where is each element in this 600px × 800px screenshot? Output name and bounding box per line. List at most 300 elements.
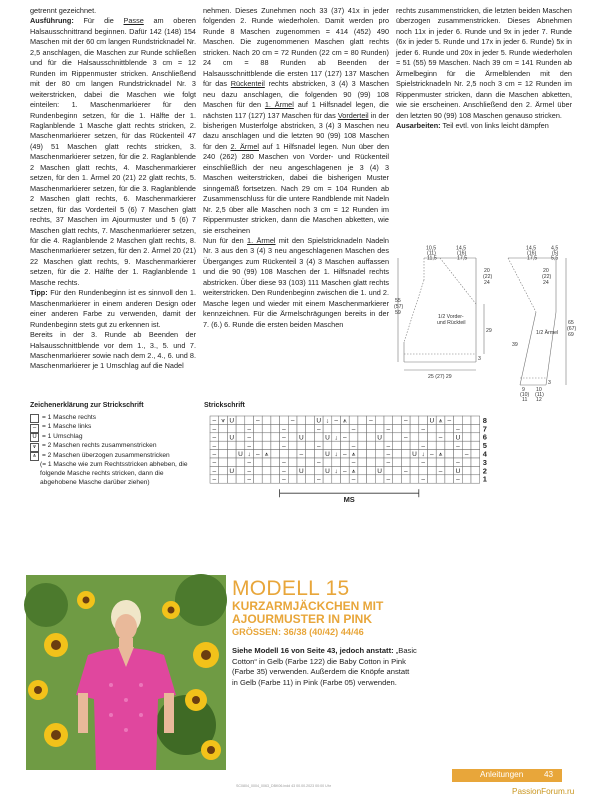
paragraph: getrennt gezeichnet.: [30, 6, 97, 15]
body-side-1: 20: [484, 268, 490, 274]
chart-symbol: ⩚: [264, 451, 269, 459]
chart-cell: [401, 450, 410, 458]
chart-symbol: –: [343, 434, 347, 442]
chart-cell: [471, 450, 480, 458]
chart-cell: [462, 466, 471, 474]
chart-cell: [341, 441, 350, 449]
text-run: in der bisherigen Musterfolge abstricken, 3 (4) 3 Maschen neu dazu anschlagen und die letzten 90 (99) 108 Maschen für den: [203, 110, 389, 151]
chart-cell: [471, 416, 480, 424]
text-run: nehmen. Dieses Zunehmen noch 33 (37) 41x in jeder folgenden 2. Runde wiederholen. Damit werden pro Runde 8 Maschen zugenommen = 414 (452) 490 Maschen. Die zugenommenen Maschen glatt rechts stricken. Nach 20 cm = 72 Runden (22 cm = 80 Runden) 24 cm = 88 Runden ab Beenden der Halsausschnittblende die ersten 117 (127) 137 Maschen für das: [203, 6, 389, 89]
chart-cell: [471, 475, 480, 483]
chart-symbol: –: [290, 417, 295, 425]
chart-cell: [445, 450, 454, 458]
legend-text: = 2 Maschen rechts zusammenstricken: [42, 442, 157, 450]
paragraph: [203, 236, 389, 330]
chart-cell: [462, 416, 471, 424]
chart-cell: [428, 441, 437, 449]
body-small: 3: [478, 356, 481, 362]
purl-symbol-icon: –: [30, 424, 39, 433]
chart-cell: [419, 466, 428, 474]
chart-cell: [219, 424, 228, 432]
chart-cell: [236, 475, 245, 483]
chart-cell: [428, 433, 437, 441]
sleeve-mid: 39: [512, 342, 518, 348]
chart-cell: [384, 433, 393, 441]
chart-cell: [332, 458, 341, 466]
body-label-2: und Rückteil: [437, 320, 466, 326]
chart-symbol: –: [282, 426, 286, 433]
underlined-term: 1. Ärmel: [264, 100, 294, 110]
chart-cell: [262, 466, 271, 474]
chart-cell: [323, 475, 332, 483]
chart-cell: [280, 416, 289, 424]
chart-symbol: U: [455, 434, 461, 442]
chart-symbol: –: [212, 468, 217, 475]
chart-symbol: –: [212, 442, 217, 450]
sleeve-top-right-3: 5,5: [551, 255, 559, 262]
text-run: Teil evtl. von links leicht dämpfen: [440, 120, 549, 130]
chart-cell: [288, 433, 297, 441]
chart-symbol: –: [334, 417, 338, 425]
chart-cell: [271, 433, 280, 441]
chart-cell: [358, 466, 367, 474]
chart-symbol: ↓: [334, 434, 338, 442]
body-top-left-1: 10,5: [426, 245, 437, 252]
chart-symbol: ↓: [334, 451, 338, 459]
chart-cell: [262, 441, 271, 449]
chart-cell: [314, 466, 323, 474]
chart-cell: [306, 475, 315, 483]
chart-cell: [341, 475, 350, 483]
chart-cell: [410, 416, 419, 424]
body-top-right-2: (16): [457, 250, 467, 257]
chart-symbol: –: [212, 459, 217, 467]
chart-cell: [445, 433, 454, 441]
chart-cell: [445, 424, 454, 432]
chart-symbol: –: [247, 426, 251, 433]
legend-text: = 1 Masche links: [42, 423, 92, 431]
paragraph: [203, 6, 389, 236]
chart-cell: [471, 458, 480, 466]
chart-cell: [332, 424, 341, 432]
chart-symbol: U: [325, 451, 330, 459]
body-height-3: 59: [395, 310, 401, 316]
chart-symbol: –: [282, 476, 286, 484]
chart-cell: [367, 450, 376, 458]
chart-cell: [410, 441, 419, 449]
chart-cell: [384, 416, 393, 424]
chart-symbol: –: [316, 459, 321, 467]
sleeve-side-2: (22): [542, 274, 552, 280]
chart-symbol: –: [247, 476, 251, 484]
chart-symbol: –: [456, 426, 460, 433]
chart-cell: [288, 475, 297, 483]
sleeve-top-left-1: 14,5: [526, 245, 537, 252]
chart-cell: [219, 458, 228, 466]
chart-cell: [332, 475, 341, 483]
chart-symbol: U: [229, 468, 235, 475]
chart-cell: [306, 424, 315, 432]
chart-cell: [428, 424, 437, 432]
chart-cell: [428, 458, 437, 466]
chart-cell: [219, 475, 228, 483]
knitting-chart: [204, 402, 494, 572]
page-number: 43: [544, 770, 554, 779]
chart-symbol: –: [212, 451, 217, 459]
chart-cell: [419, 416, 428, 424]
chart-symbol: –: [386, 442, 391, 450]
chart-cell: [462, 458, 471, 466]
chart-cell: [323, 424, 332, 432]
chart-symbol: –: [421, 426, 425, 433]
chart-cell: [436, 458, 445, 466]
chart-cell: [462, 433, 471, 441]
chart-cell: [384, 466, 393, 474]
chart-symbol: –: [421, 476, 425, 484]
chart-cell: [410, 475, 419, 483]
chart-cell: [314, 450, 323, 458]
chart-cell: [358, 475, 367, 483]
chart-cell: [271, 424, 280, 432]
k2tog-symbol-icon: ⩛: [30, 443, 39, 452]
chart-cell: [454, 416, 463, 424]
chart-cell: [410, 433, 419, 441]
chart-cell: [236, 466, 245, 474]
lead-label: Ausführung:: [30, 16, 74, 26]
yarn-over-symbol-icon: U: [30, 433, 39, 442]
chart-cell: [254, 475, 263, 483]
chart-symbol: U: [229, 417, 235, 425]
chart-cell: [445, 441, 454, 449]
chart-symbol: –: [351, 442, 356, 450]
sleeve-bottom-right-1: 10: [536, 387, 542, 393]
instruction-column-2: [203, 6, 389, 330]
chart-symbol: U: [298, 468, 304, 475]
chart-cell: [375, 475, 384, 483]
chart-symbol: –: [456, 476, 460, 484]
chart-symbol: ↓: [325, 417, 330, 425]
sleeve-label: 1/2 Ärmel: [536, 330, 559, 336]
section-label: Anleitungen: [480, 770, 524, 779]
paragraph: rechts zusammenstricken, die letzten beiden Maschen überzogen zusammenstricken. Dieses Abnehmen noch 11x in jeder 6. Runde und 9x in jeder 7. Runde (6x in jeder 5. Runde und 17x in jeder 6. Runde) 5x in jeder 6. Runde und 20x in jeder 5. Runde wiederholen = 51 (55) 59 Maschen. Nach 39 cm = 141 Runden ab Ärmelbeginn für die Ärmelblenden mit den Spielstricknadeln Nr. 2,5 noch 3 cm = 12 Runden im Rippenmuster stricken, dann die Maschen abketten, wie sie erscheinen. Anschließend den 2. Ärmel über den letzten 90 (99) 108 Maschen genauso stricken.: [396, 6, 572, 120]
chart-cell: [454, 450, 463, 458]
chart-symbol: ↓: [421, 451, 425, 459]
chart-row-label: 7: [482, 424, 487, 434]
chart-cell: [471, 466, 480, 474]
chart-cell: [358, 433, 367, 441]
skp-symbol-icon: ⩚: [30, 452, 39, 461]
chart-cell: [367, 475, 376, 483]
legend-text: = 2 Maschen überzogen zusammenstricken: [42, 451, 170, 459]
chart-cell: [306, 466, 315, 474]
chart-cell: [341, 458, 350, 466]
chart-cell: [306, 450, 315, 458]
size-schematic: [394, 245, 577, 403]
chart-cell: [410, 466, 419, 474]
chart-symbol: U: [429, 417, 435, 425]
sleeve-top-left-3: 17,5: [527, 255, 538, 262]
chart-cell: [393, 475, 402, 483]
body-height-1: 55: [395, 298, 401, 304]
chart-symbol: –: [282, 459, 286, 467]
chart-cell: [236, 424, 245, 432]
chart-symbol: –: [447, 417, 452, 425]
chart-symbol: –: [403, 468, 408, 475]
photo-illustration: [26, 575, 226, 770]
chart-cell: [375, 416, 384, 424]
chart-cell: [271, 450, 280, 458]
chart-cell: [271, 466, 280, 474]
body-top-left-3: 11,5: [427, 255, 437, 262]
chart-symbol: –: [212, 417, 217, 425]
chart-cell: [462, 424, 471, 432]
body-side-3: 24: [484, 280, 490, 286]
chart-cell: [341, 424, 350, 432]
chart-cell: [358, 458, 367, 466]
chart-cell: [227, 450, 236, 458]
chart-cell: [236, 458, 245, 466]
chart-cell: [262, 424, 271, 432]
text-run: auf 1 Hilfsnadel legen, die nächsten 117 (127) 137 Maschen für das: [203, 100, 389, 120]
chart-symbol: –: [386, 451, 391, 459]
page-footer: [0, 768, 600, 782]
chart-cell: [245, 416, 254, 424]
chart-cell: [358, 450, 367, 458]
chart-symbol: –: [282, 442, 286, 450]
chart-symbol: –: [421, 459, 425, 467]
chart-cell: [271, 458, 280, 466]
model-sizes: GRÖSSEN: 36/38 (40/42) 44/46: [232, 627, 364, 637]
chart-cell: [227, 475, 236, 483]
chart-row-label: 2: [482, 466, 487, 476]
chart-symbol: –: [369, 417, 373, 425]
chart-cell: [288, 450, 297, 458]
chart-symbol: ⩚: [438, 451, 443, 459]
chart-symbol: U: [229, 434, 235, 442]
chart-symbol: U: [455, 468, 461, 475]
body-height-2: (57): [394, 304, 404, 310]
chart-cell: [288, 441, 297, 449]
legend-item: [30, 433, 200, 443]
body-width: 25 (27) 29: [428, 374, 452, 380]
lead-label: Ausarbeiten:: [396, 120, 441, 130]
chart-cell: [462, 475, 471, 483]
legend-item: [30, 442, 200, 452]
underlined-term: Vorderteil: [337, 110, 369, 120]
chart-cell: [227, 458, 236, 466]
chart-cell: [271, 416, 280, 424]
chart-row-label: 8: [482, 415, 487, 425]
underlined-term: 1. Ärmel: [247, 235, 276, 245]
chart-cell: [236, 416, 245, 424]
chart-cell: [306, 441, 315, 449]
sleeve-height-2: (67): [567, 326, 577, 332]
sleeve-bottom-right-3: 12: [536, 397, 542, 403]
chart-symbol: ↓: [247, 451, 251, 459]
paragraph: [30, 16, 196, 288]
underlined-term: Rückenteil: [230, 79, 265, 89]
body-side-2: (22): [483, 274, 493, 280]
paragraph: [396, 121, 572, 131]
chart-symbol: –: [456, 459, 460, 467]
chart-symbol: –: [299, 451, 304, 459]
chart-cell: [297, 458, 306, 466]
chart-symbol: –: [247, 442, 251, 450]
chart-cell: [436, 424, 445, 432]
chart-cell: [410, 424, 419, 432]
sleeve-side-1: 20: [543, 268, 549, 274]
chart-cell: [445, 458, 454, 466]
model-subtitle: KURZARMJÄCKCHEN MIT: [232, 599, 384, 613]
chart-symbol: –: [247, 468, 251, 475]
model-photo: [26, 575, 226, 770]
chart-cell: [393, 433, 402, 441]
chart-cell: [323, 441, 332, 449]
chart-symbol: –: [403, 434, 408, 442]
chart-cell: [393, 450, 402, 458]
chart-cell: [236, 441, 245, 449]
chart-cell: [219, 466, 228, 474]
chart-symbol: –: [386, 459, 391, 467]
body-labels: [394, 246, 492, 381]
chart-cell: [297, 424, 306, 432]
chart-cell: [271, 475, 280, 483]
chart-cell: [288, 458, 297, 466]
chart-symbol: –: [247, 434, 251, 442]
sleeve-top-left-2: (16): [527, 250, 537, 257]
sleeve-small: 3: [548, 380, 551, 386]
chart-symbol: –: [456, 442, 460, 450]
watermark: PassionForum.ru: [512, 787, 575, 796]
knit-symbol-icon: [30, 414, 39, 423]
reference-body: „Basic Cotton“ in Gelb (Farbe 122) die Baby Cotton in Pink (Farbe 35) verwenden. Außerdem die Knöpfe anstatt in Gelb (Farbe 11) in Pink (Farbe 05) verwenden.: [232, 646, 417, 687]
text-run: auf 1 Hilfsnadel legen. Nun über den 240 (262) 280 Maschen von Vorder- und Rückenteil einschließlich der neu angeschlagenen je 3 (4) 3 Maschen weiterstricken, dabei die bisherigen Muster sinngemäß fortsetzen. Nach 29 cm = 104 Runden ab Zusammenschluss für die untere Randblende mit Nadeln Nr. 2,5 über alle Maschen noch 3 cm = 12 Runden im Rippenmuster stricken, dann die Maschen abketten, wie sie erscheinen: [203, 141, 389, 235]
chart-cell: [471, 441, 480, 449]
chart-cell: [262, 416, 271, 424]
chart-cell: [358, 441, 367, 449]
sleeve-top-right-2: (5): [552, 250, 559, 257]
chart-symbol: U: [316, 417, 322, 425]
chart-symbol: ⩚: [438, 417, 443, 425]
sleeve-side-3: 24: [543, 280, 549, 286]
sleeve-height-3: 69: [568, 332, 574, 338]
chart-cell: [401, 475, 410, 483]
chart-symbol: –: [212, 434, 217, 442]
chart-cell: [462, 441, 471, 449]
chart-row-label: 4: [482, 449, 487, 459]
chart-row-label: 5: [482, 441, 487, 451]
chart-row-label: 6: [482, 432, 487, 442]
chart-symbol: –: [316, 426, 321, 433]
chart-symbol: ⩚: [351, 468, 356, 475]
chart-grid: [204, 412, 494, 572]
sleeve-bottom-right-2: (11): [535, 392, 544, 398]
legend-text: = 1 Masche rechts: [42, 413, 97, 421]
chart-symbol: –: [343, 451, 347, 459]
chart-symbol: –: [438, 468, 443, 475]
chart-cell: [367, 441, 376, 449]
chart-symbol: ⩚: [351, 451, 356, 459]
chart-cell: [436, 475, 445, 483]
body-top-left-2: (11): [427, 250, 436, 257]
chart-cell: [254, 433, 263, 441]
chart-cell: [297, 475, 306, 483]
body-lower: 29: [486, 328, 492, 334]
chart-symbol: –: [256, 451, 260, 459]
chart-symbol: –: [351, 476, 356, 484]
chart-symbol: –: [351, 459, 356, 467]
chart-cell: [219, 433, 228, 441]
reference-lead: Siehe Modell 16 von Seite 43, jedoch anstatt:: [232, 646, 394, 655]
chart-cell: [428, 466, 437, 474]
chart-symbol: –: [464, 451, 469, 459]
instruction-column-1: [30, 6, 196, 372]
chart-cell: [367, 458, 376, 466]
chart-row-label: 3: [482, 457, 487, 467]
chart-symbol: –: [316, 442, 321, 450]
chart-cell: [393, 424, 402, 432]
sleeve-bottom-left-1: 9: [522, 387, 525, 393]
chart-cell: [367, 433, 376, 441]
body-top-right-3: 17,5: [457, 255, 468, 262]
chart-symbol: ⩚: [343, 417, 347, 425]
chart-symbol: –: [430, 451, 434, 459]
chart-cell: [367, 466, 376, 474]
chart-symbol: –: [282, 468, 286, 475]
text-run: Für die: [73, 16, 124, 26]
chart-cell: [271, 441, 280, 449]
chart-cell: [306, 433, 315, 441]
chart-cell: [401, 441, 410, 449]
legend-item: [30, 414, 200, 424]
chart-cell: [471, 424, 480, 432]
text-run: Für den Rundenbeginn ist es sinnvoll den 1. Maschenmarkierer in einem anderen Design oder einer anderen Farbe zu verwenden, damit der Rundenbeginn stets gut zu erkennen ist.: [30, 288, 196, 329]
chart-cell: [254, 424, 263, 432]
symbol-legend: [30, 402, 200, 488]
chart-cell: [393, 466, 402, 474]
text-run: am oberen Halsausschnittrand beginnen. Dafür 142 (148) 154 Maschen mit der 60 cm langen Rundstricknadel Nr. 2,5 anschlagen, die Maschen zur Runde schließen und für die Halsausschnittblende 3 cm = 12 Runden im Rippenmuster stricken. Anschließend mit der 80 cm langen Rundstricknadel Nr. 3 weiterstricken, dabei die Maschen wie folgt einteilen: 1. Maschenmarkierer für den Rundenbeginn setzen, für die 1. Hälfte der 1. Raglanblende 1 Masche glatt rechts stricken, 2. Maschenmarkierer setzen, für das Rückenteil 47 (49) 51 Maschen glatt rechts stricken, 3. Maschenmarkierer setzen, für die 2. Raglanblende 2 Maschen glatt rechts, 4. Maschenmarkierer setzen, für den 1. Ärmel 20 (21) 22 glatt rechts, 5. Maschenmarkierer setzen, für die 3. Raglanblende 2 Maschen glatt rechts, 6. Maschenmarkierer setzen, für das Vorderteil 5 (6) 7 Maschen glatt rechts, 37 Maschen im Ajourmuster und 5 (6) 7 Maschen glatt rechts, 7. Maschenmarkierer setzen, für die 4. Raglanblende 2 Maschen glatt rechts, 8. Maschenmarkierer setzen, für den 2. Ärmel 20 (21) 22 Maschen glatt rechts, 9. Maschenmarkierer setzen, für die 2. Hälfte der 1. Raglanblende 1 Masche rechts.: [30, 16, 196, 287]
text-run: Nun für den: [203, 235, 248, 245]
chart-cell: [219, 450, 228, 458]
chart-cell: [393, 441, 402, 449]
legend-item: [30, 452, 200, 462]
underlined-term: 2. Ärmel: [230, 141, 259, 151]
chart-cell: [314, 433, 323, 441]
schematic-drawing: [394, 245, 577, 403]
legend-item: [30, 423, 200, 433]
chart-cell: [297, 441, 306, 449]
text-run: rechts abstricken, 3 (4) 3 Maschen neu dazu anschlagen, die folgenden 90 (99) 108 Maschen für den: [203, 79, 389, 110]
chart-symbol: ↓: [334, 468, 338, 475]
body-top-right-1: 14,5: [456, 245, 467, 252]
chart-cell: [471, 433, 480, 441]
model-reference: [232, 646, 417, 688]
print-line: SC0804_0004_0063_DBK06.indd 43 00.00.2023 00:00 Uhr: [236, 784, 331, 788]
chart-symbol: U: [298, 434, 304, 442]
chart-cell: [254, 466, 263, 474]
chart-cell: [375, 424, 384, 432]
sleeve-bottom-left-3: 11: [522, 397, 528, 403]
chart-cell: [393, 458, 402, 466]
paragraph: [30, 288, 196, 330]
lead-label: Tipp:: [30, 288, 48, 298]
underlined-term: Passe: [123, 16, 144, 26]
chart-symbol: –: [256, 417, 260, 425]
chart-cell: [280, 450, 289, 458]
chart-cell: [306, 458, 315, 466]
chart-cell: [262, 458, 271, 466]
chart-cell: [219, 441, 228, 449]
